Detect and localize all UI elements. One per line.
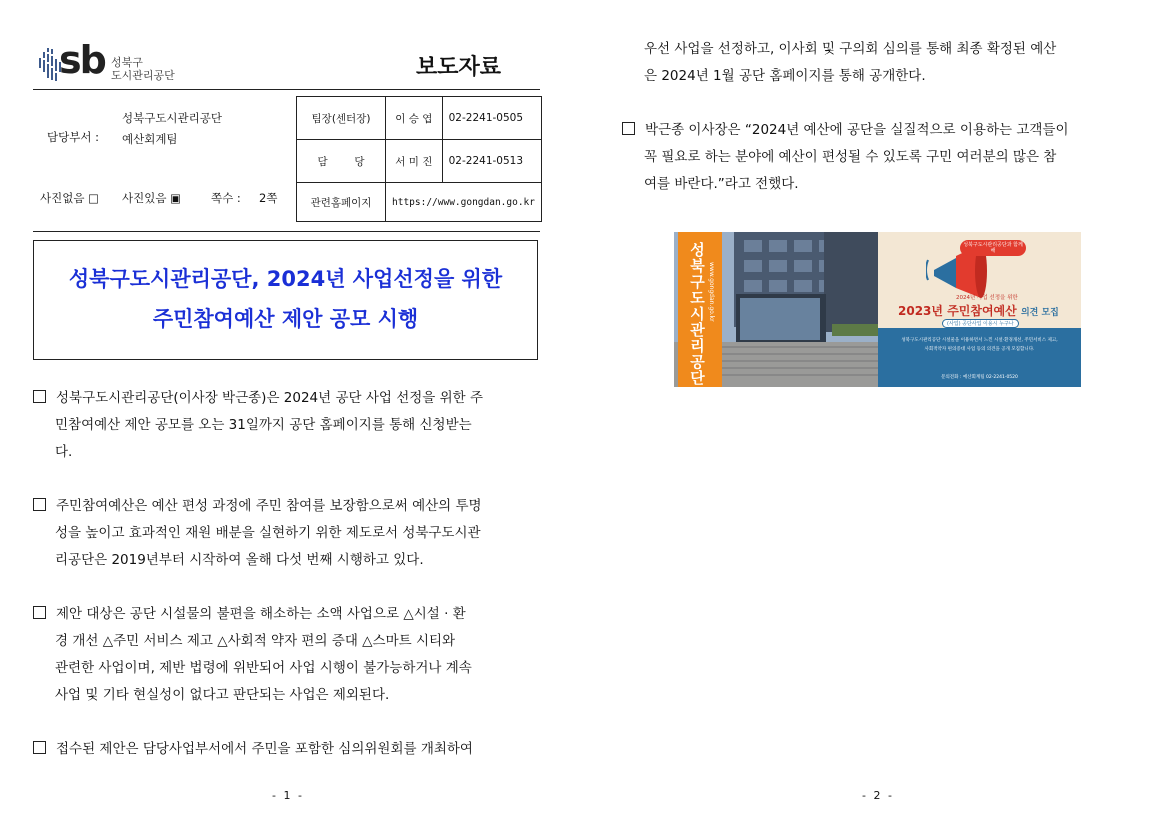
table-row <box>297 97 542 140</box>
page-title-line2: 주민참여예산 제안 공모 시행 <box>152 307 419 331</box>
info-rule <box>33 231 540 232</box>
page-number-1: - 1 - <box>272 789 304 802</box>
contact-name: 이 승 엽 <box>386 97 443 140</box>
poster-desc2: 사회적약자 편의증대 사업 등의 의견을 공개 모집합니다. <box>924 347 1035 352</box>
photo-none: 사진없음 □ <box>40 191 99 205</box>
poster-subtitle: 2024년 사업 선정을 위한 <box>956 295 1018 301</box>
contact-role: 담 당 <box>297 140 386 183</box>
homepage-url[interactable]: https://www.gongdan.go.kr <box>386 183 542 222</box>
poster-year: 2023년 <box>898 304 943 318</box>
paragraph-5: 우선 사업을 선정하고, 이사회 및 구의회 심의를 통해 최종 확정된 예산 은 2024년 1월 공단 홈페이지를 통해 공개한다. <box>644 41 1057 84</box>
title-box <box>33 240 538 360</box>
poster-pill: (사업) 공단사업 이용시 누구나 <box>942 319 1019 328</box>
pages-label: 쪽수 : <box>211 191 241 205</box>
checkbox-icon <box>622 122 635 135</box>
paragraph-4: 접수된 제안은 담당사업부서에서 주민을 포함한 심의위원회를 개최하여 <box>33 736 541 763</box>
paragraph-3: 제안 대상은 공단 시설물의 불편을 해소하는 소액 사업으로 △시설 · 환 경 개선 △주민 서비스 제고 △사회적 약자 편의 증대 △스마트 시티와 관련한 사업이며, 제반 법령에 위반되어 사업 시행이 불가능하거나 계속 사업 및 기타 현실성이 없다고 판단되는 사업은 제외된다. <box>33 601 541 709</box>
org-name: 성북구도시관리공단 <box>122 111 222 125</box>
contact-name: 서 미 진 <box>386 140 443 183</box>
poster-top-badge: 성북구도시관리공단과 함께 해 <box>960 240 1026 256</box>
poster-headline <box>898 302 1059 319</box>
homepage-label: 관련홈페이지 <box>297 183 386 222</box>
poster-main: 주민참여예산 <box>947 304 1017 318</box>
paragraph-6: 박근종 이사장은 “2024년 예산에 공단을 실질적으로 이용하는 고객들이 꼭 필요로 하는 분야에 예산이 편성될 수 있도록 구민 여러분의 많은 참 여를 바란다.”라고 전했다. <box>622 117 1134 198</box>
poster <box>878 232 1081 387</box>
pages-value: 2쪽 <box>259 191 278 205</box>
contact-phone: 02-2241-0513 <box>442 140 541 183</box>
checkbox-icon <box>33 390 46 403</box>
table-row <box>297 183 542 222</box>
building-sign-text: 성북구도시관리공단 <box>688 242 706 386</box>
poster-footer: 문의전화 : 예산회계팀 02-2241-0520 <box>941 375 1018 380</box>
poster-tail: 의견 모집 <box>1020 308 1059 318</box>
page-number-2: - 2 - <box>862 789 894 802</box>
table-row <box>297 140 542 183</box>
logo-line2: 도시관리공단 <box>111 69 175 82</box>
contact-phone: 02-2241-0505 <box>442 97 541 140</box>
doc-type: 보도자료 <box>416 55 502 80</box>
contact-role: 팀장(센터장) <box>297 97 386 140</box>
building-photo <box>674 232 878 387</box>
page-title-line1: 성북구도시관리공단, 2024년 사업선정을 위한 <box>68 267 503 291</box>
dept-label: 담당부서 : <box>47 130 99 144</box>
dept-name: 예산회계팀 <box>122 132 178 146</box>
checkbox-icon <box>33 741 46 754</box>
paragraph-1: 성북구도시관리공단(이사장 박근종)은 2024년 공단 사업 선정을 위한 주 민참여예산 제안 공모를 오는 31일까지 공단 홈페이지를 통해 신청받는 다. <box>33 385 541 466</box>
header-rule <box>33 89 540 90</box>
poster-desc1: 성북구도시관리공단 시설물을 이용하면서 느낀 시설·환경개선, 주민서비스 제고, <box>901 338 1058 343</box>
photo-yes: 사진있음 ▣ <box>122 191 181 205</box>
logo <box>37 38 177 88</box>
checkbox-icon <box>33 606 46 619</box>
building-sign-url: www.gongdan.go.kr <box>708 262 715 322</box>
logo-mark-text: sb <box>59 38 105 82</box>
paragraph-2: 주민참여예산은 예산 편성 과정에 주민 참여를 보장함으로써 예산의 투명 성을 높이고 효과적인 재원 배분을 실현하기 위한 제도로서 성북구도시관 리공단은 2019년부터 시작하여 올해 다섯 번째 시행하고 있다. <box>33 493 541 574</box>
logo-line1: 성북구 <box>111 56 143 69</box>
checkbox-icon <box>33 498 46 511</box>
contact-table <box>296 96 542 222</box>
